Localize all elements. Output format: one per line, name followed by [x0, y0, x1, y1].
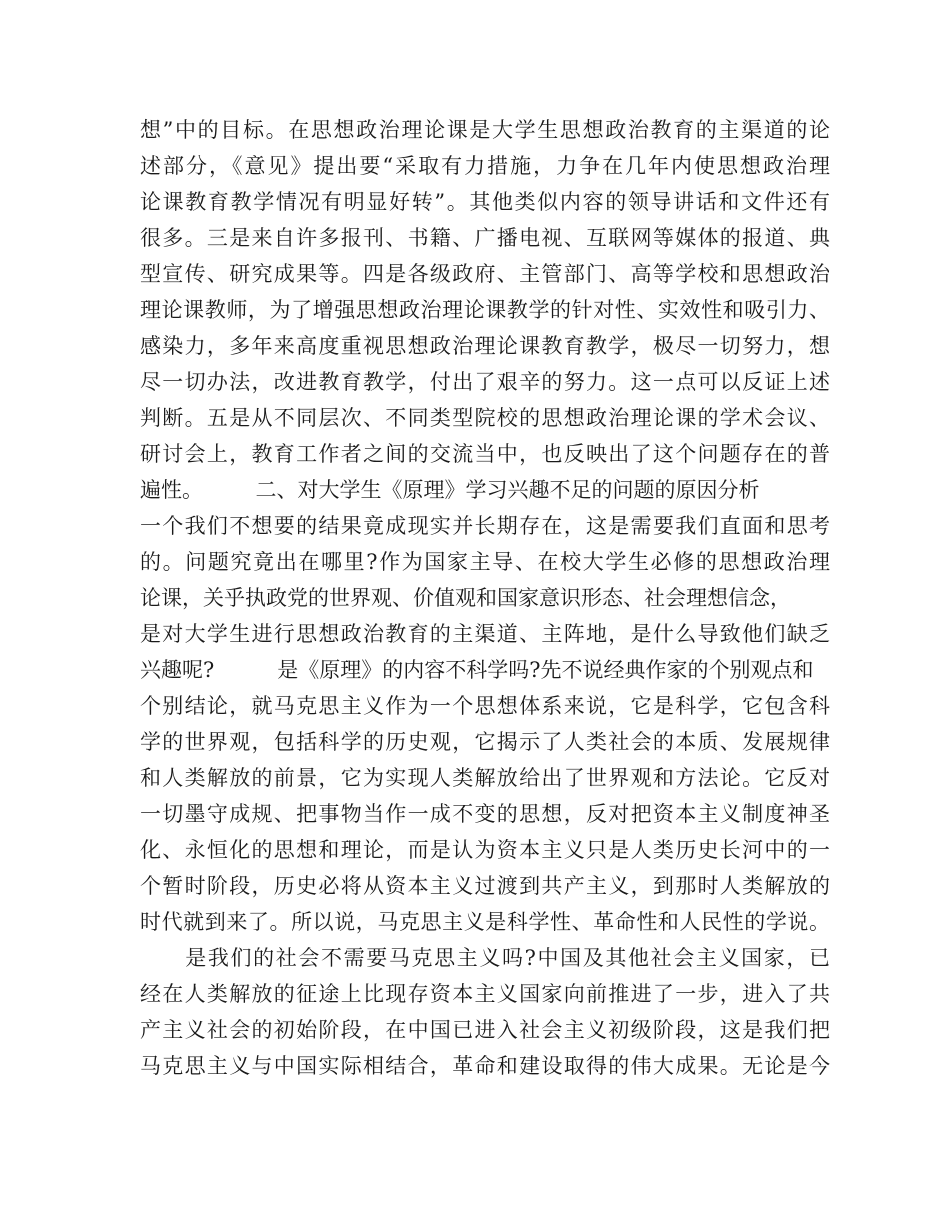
body-text [140, 112, 830, 1084]
text-line: 兴趣呢? 是《原理》的内容不科学吗?先不说经典作家的个别观点和 [140, 658, 814, 682]
text-line: 论课，关乎执政党的世界观、价值观和国家意识形态、社会理想信念， [140, 586, 791, 610]
text-line: 理论课教师，为了增强思想政治理论课教学的针对性、实效性和吸引力、 [140, 298, 830, 322]
text-line: 和人类解放的前景，它为实现人类解放给出了世界观和方法论。它反对 [140, 766, 830, 790]
text-line: 产主义社会的初始阶段，在中国已进入社会主义初级阶段，这是我们把 [140, 1018, 830, 1042]
text-line: 研讨会上，教育工作者之间的交流当中，也反映出了这个问题存在的普 [140, 442, 830, 466]
text-line: 是对大学生进行思想政治教育的主渠道、主阵地，是什么导致他们缺乏 [140, 622, 830, 646]
text-line: 感染力，多年来高度重视思想政治理论课教育教学，极尽一切努力，想 [140, 334, 830, 358]
text-line: 的。问题究竟出在哪里?作为国家主导、在校大学生必修的思想政治理 [140, 550, 830, 574]
text-line: 述部分，《意见》提出要“采取有力措施，力争在几年内使思想政治理 [140, 154, 830, 178]
text-line: 经在人类解放的征途上比现存资本主义国家向前推进了一步，进入了共 [140, 982, 830, 1006]
text-line: 型宣传、研究成果等。四是各级政府、主管部门、高等学校和思想政治 [140, 262, 830, 286]
text-line: 一个我们不想要的结果竟成现实并长期存在，这是需要我们直面和思考 [140, 514, 830, 538]
text-line: 尽一切办法，改进教育教学，付出了艰辛的努力。这一点可以反证上述 [140, 370, 830, 394]
text-line-paragraph-start: 是我们的社会不需要马克思主义吗?中国及其他社会主义国家，已 [140, 946, 830, 970]
text-line: 想”中的目标。在思想政治理论课是大学生思想政治教育的主渠道的论 [140, 118, 830, 142]
text-line: 判断。五是从不同层次、不同类型院校的思想政治理论课的学术会议、 [140, 406, 830, 430]
text-line: 时代就到来了。所以说，马克思主义是科学性、革命性和人民性的学说。 [140, 910, 830, 934]
text-line: 论课教育教学情况有明显好转”。其他类似内容的领导讲话和文件还有 [140, 190, 830, 214]
text-line: 个暂时阶段，历史必将从资本主义过渡到共产主义，到那时人类解放的 [140, 874, 830, 898]
text-line: 马克思主义与中国实际相结合，革命和建设取得的伟大成果。无论是今 [140, 1054, 830, 1078]
text-line: 很多。三是来自许多报刊、书籍、广播电视、互联网等媒体的报道、典 [140, 226, 830, 250]
text-line: 一切墨守成规、把事物当作一成不变的思想，反对把资本主义制度神圣 [140, 802, 830, 826]
text-line: 个别结论，就马克思主义作为一个思想体系来说，它是科学，它包含科 [140, 694, 830, 718]
text-line-section-heading: 遍性。 二、对大学生《原理》学习兴趣不足的问题的原因分析 [140, 478, 760, 502]
text-line: 学的世界观，包括科学的历史观，它揭示了人类社会的本质、发展规律 [140, 730, 830, 754]
text-line: 化、永恒化的思想和理论，而是认为资本主义只是人类历史长河中的一 [140, 838, 830, 862]
